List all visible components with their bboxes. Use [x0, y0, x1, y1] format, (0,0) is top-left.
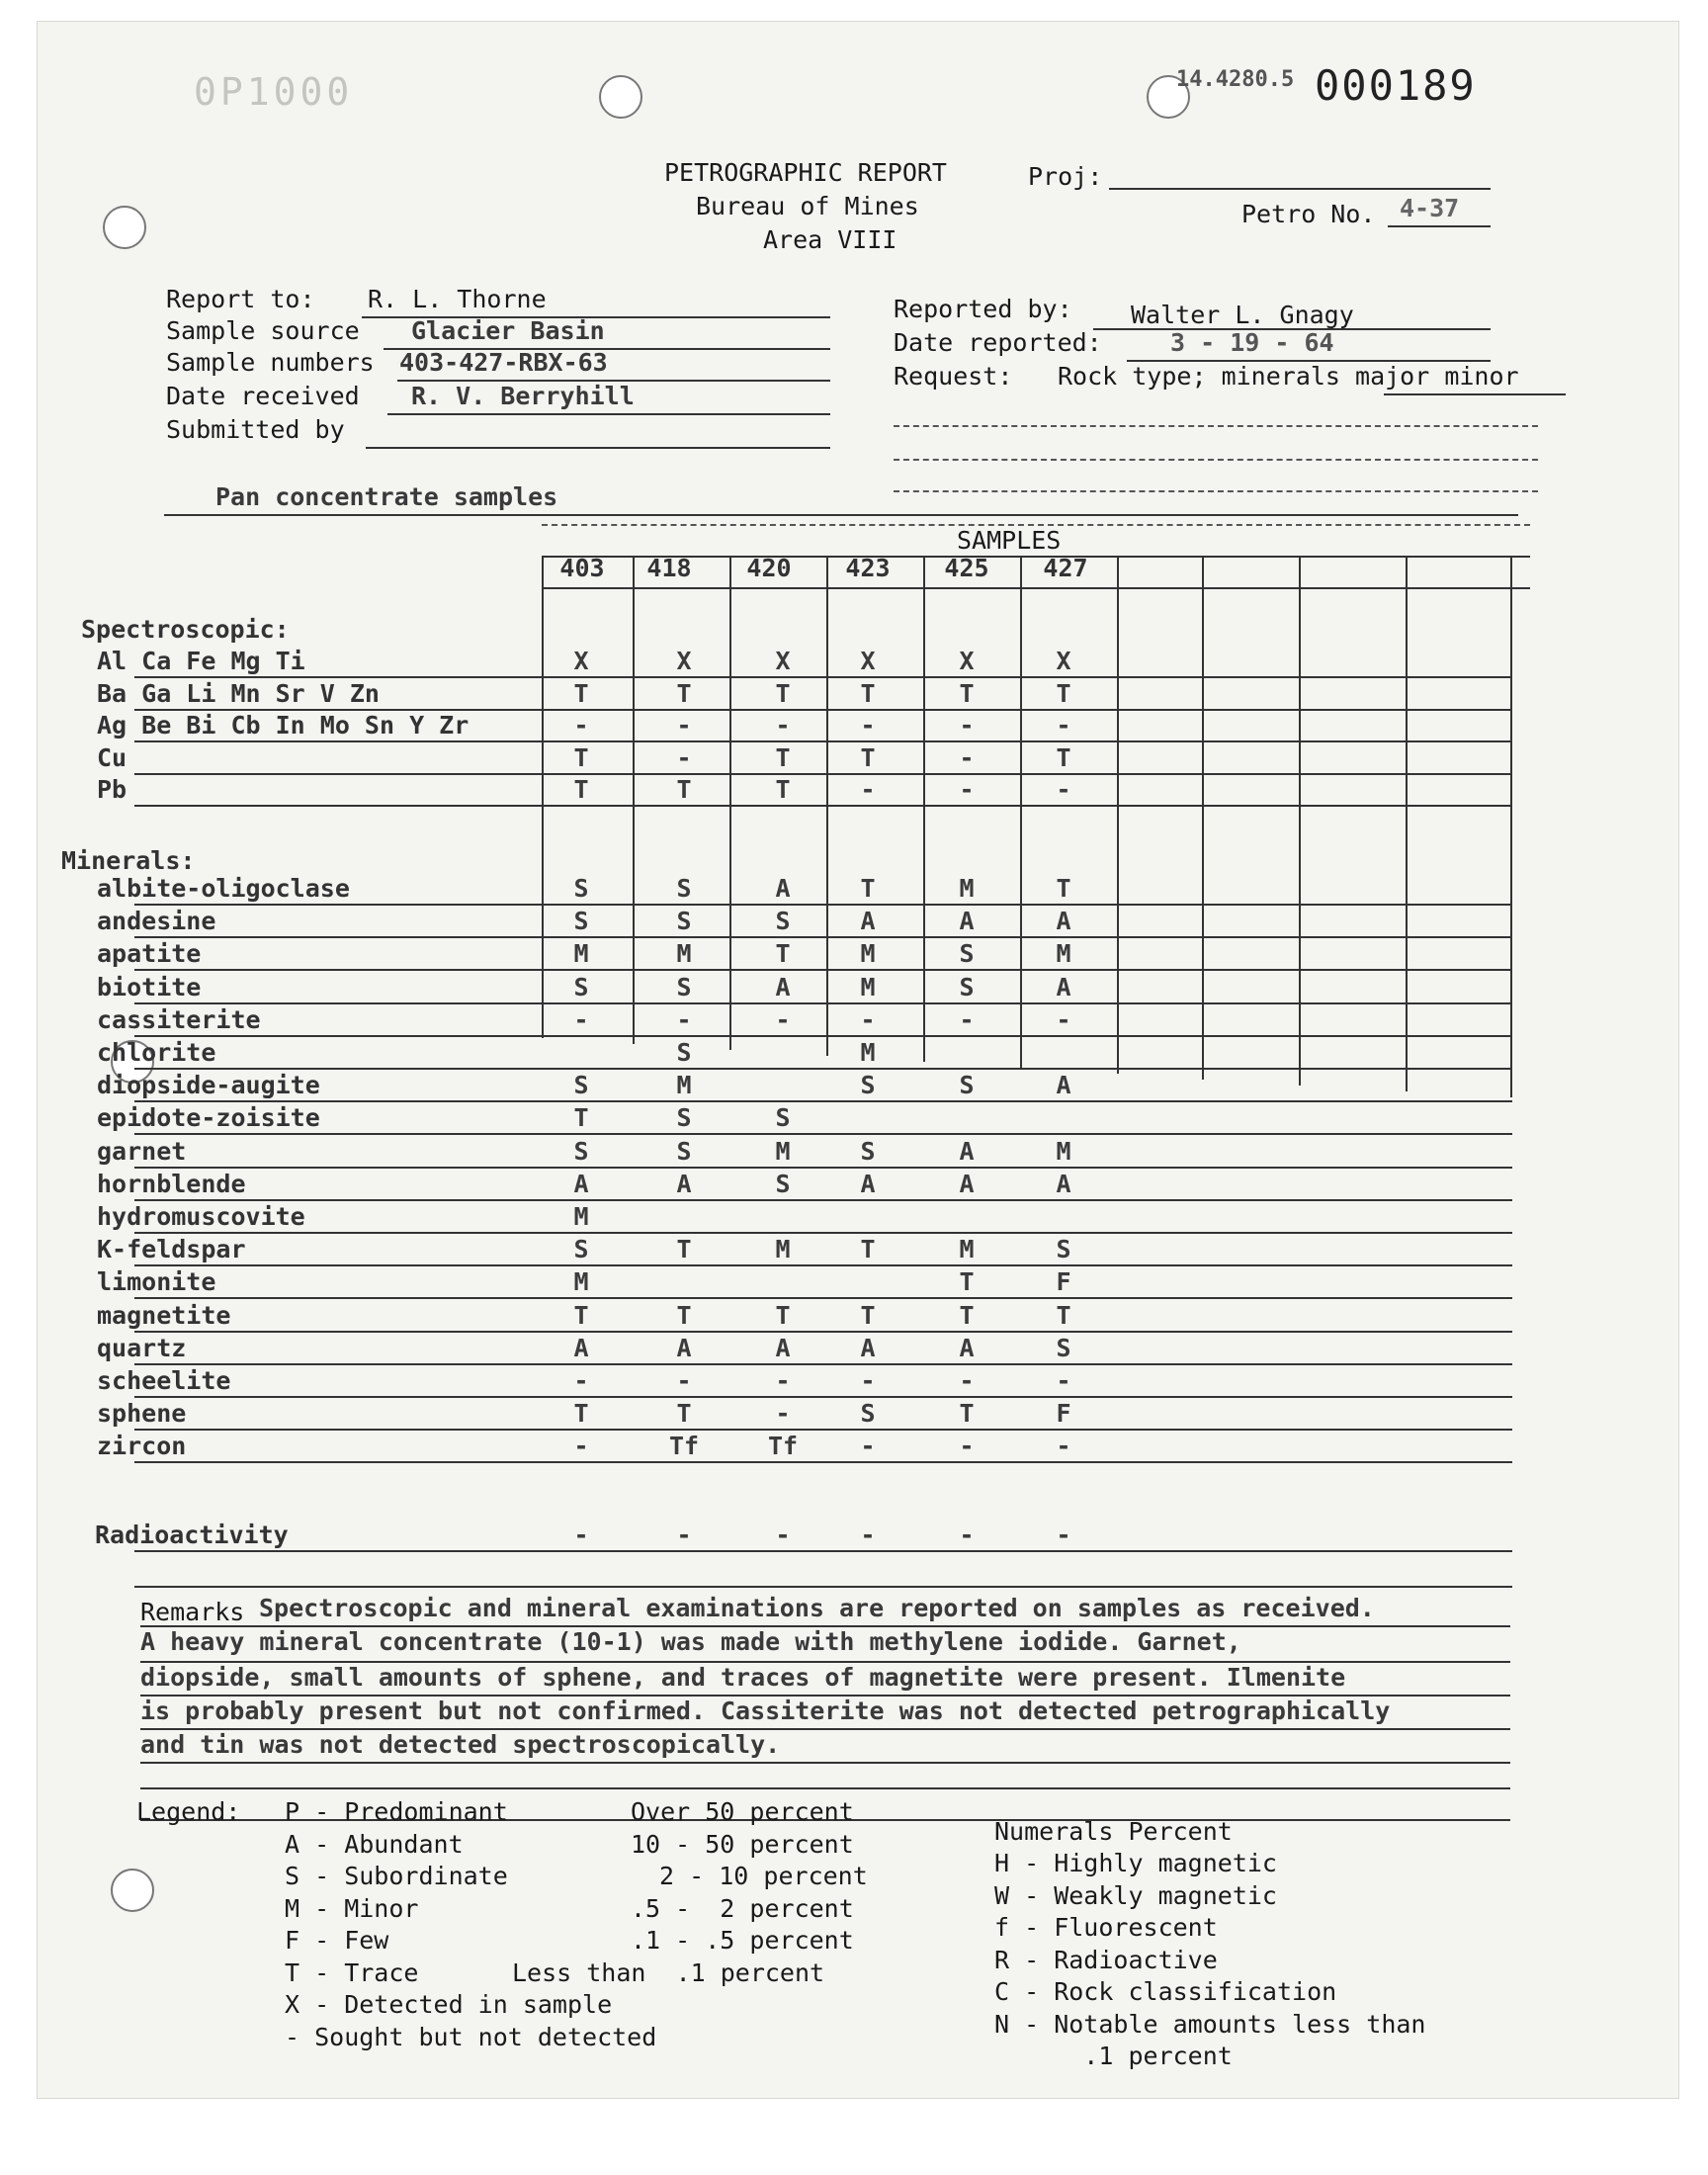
cell-420: - [775, 1399, 791, 1429]
cell-425: - [959, 1521, 975, 1549]
cell-423: T [860, 742, 876, 772]
cell-403: - [573, 1521, 589, 1549]
remarks-rule-3 [140, 1695, 1510, 1696]
cell-420: A [775, 1333, 791, 1362]
legend-numeral-code: H - Highly magnetic [994, 1849, 1277, 1877]
legend-code: T - Trace [285, 1958, 419, 1987]
cell-425: A [959, 1169, 975, 1198]
cell-418: T [676, 775, 692, 804]
petro-label: Petro No. [1241, 200, 1376, 228]
cell-418: M [676, 1071, 692, 1100]
cell-418: M [676, 939, 692, 969]
row-label-mineral: magnetite [97, 1300, 231, 1330]
remarks-line-4: is probably present but not confirmed. Cassiterite was not detected petrographically [140, 1696, 1391, 1725]
row-label-radio: Radioactivity [95, 1521, 289, 1549]
row-label-mineral: sphene [97, 1399, 187, 1429]
field-label-date-reported: Date reported: [894, 328, 1102, 357]
legend-code: A - Abundant [285, 1829, 464, 1859]
row-label-mineral: scheelite [97, 1366, 231, 1395]
row-label-mineral: diopside-augite [97, 1071, 320, 1100]
cell-423: - [860, 1366, 876, 1395]
cell-423: T [860, 1235, 876, 1264]
table-column-rule [1117, 556, 1119, 1074]
row-label-mineral: biotite [97, 972, 202, 1001]
table-row-rule [134, 904, 1512, 906]
cell-423: T [860, 874, 876, 903]
legend-numeral-code: R - Radioactive [994, 1945, 1218, 1974]
legend-percent: Less than .1 percent [512, 1958, 825, 1987]
column-header-425: 425 [944, 554, 989, 582]
samples-label: SAMPLES [957, 526, 1062, 555]
field-label-sample-source: Sample source [166, 316, 360, 345]
row-label-mineral: chlorite [97, 1038, 216, 1067]
remarks-rule-6 [140, 1787, 1510, 1789]
cell-418: - [676, 742, 692, 772]
cell-427: S [1056, 1333, 1071, 1362]
column-header-423: 423 [845, 554, 891, 582]
cell-427: - [1056, 1521, 1071, 1549]
cell-425: - [959, 1004, 975, 1034]
cell-418: - [676, 1521, 692, 1549]
punch-hole-left-lower [111, 1869, 154, 1912]
cell-418: S [676, 1136, 692, 1166]
cell-423: M [860, 939, 876, 969]
report-title: PETROGRAPHIC REPORT [664, 158, 947, 187]
column-header-420: 420 [746, 554, 792, 582]
cell-403: M [573, 1202, 589, 1231]
cell-425: A [959, 1136, 975, 1166]
cell-420: S [775, 907, 791, 936]
legend-code: P - Predominant [285, 1797, 508, 1826]
cell-425: T [959, 1399, 975, 1429]
cell-418: T [676, 1300, 692, 1330]
table-row-rule [134, 1429, 1512, 1431]
cell-418: X [676, 647, 692, 675]
cell-425: S [959, 939, 975, 969]
cell-418: - [676, 711, 692, 740]
row-label-spectro: Pb [97, 775, 128, 804]
row-label-mineral: andesine [97, 907, 216, 936]
cell-418: T [676, 1399, 692, 1429]
cell-423: S [860, 1136, 876, 1166]
row-label-mineral: apatite [97, 939, 202, 969]
legend-percent: .5 - 2 percent [631, 1893, 854, 1923]
cell-418: S [676, 907, 692, 936]
field-label-reported-by: Reported by: [894, 295, 1072, 323]
cell-418: S [676, 972, 692, 1001]
cell-403: S [573, 1136, 589, 1166]
cell-420: S [775, 1103, 791, 1133]
proj-line [1109, 188, 1491, 190]
cell-420: T [775, 939, 791, 969]
petro-line [1388, 225, 1491, 227]
table-row-rule [134, 1133, 1512, 1135]
cell-420: T [775, 775, 791, 804]
cell-403: - [573, 1366, 589, 1395]
cell-403: T [573, 1399, 589, 1429]
cell-425: X [959, 647, 975, 675]
cell-423: S [860, 1399, 876, 1429]
table-row-rule [134, 740, 1512, 742]
table-column-rule [1020, 556, 1022, 1068]
cell-423: A [860, 1169, 876, 1198]
remarks-line-3: diopside, small amounts of sphene, and traces of magnetite were present. Ilmenite [140, 1663, 1346, 1692]
cell-403: T [573, 775, 589, 804]
field-label-sample-numbers: Sample numbers [166, 348, 375, 377]
row-label-spectro: Ba Ga Li Mn Sr V Zn [97, 678, 380, 708]
table-row-rule [134, 1035, 1512, 1037]
field-line-date-received [387, 413, 830, 415]
cell-425: S [959, 972, 975, 1001]
cell-423: S [860, 1071, 876, 1100]
header-line-2: Bureau of Mines [696, 192, 919, 220]
legend-percent: 10 - 50 percent [631, 1829, 854, 1859]
cell-403: X [573, 647, 589, 675]
cell-427: F [1056, 1267, 1071, 1297]
cell-425: A [959, 1333, 975, 1362]
legend-code: - Sought but not detected [285, 2022, 657, 2051]
row-label-mineral: garnet [97, 1136, 187, 1166]
table-row-rule [134, 1363, 1512, 1365]
cell-420: M [775, 1235, 791, 1264]
table-column-rule [1202, 556, 1204, 1080]
request-line-2 [894, 425, 1538, 427]
table-row-rule [134, 1297, 1512, 1299]
minerals-section-label: Minerals: [61, 846, 196, 875]
cell-418: A [676, 1333, 692, 1362]
cell-427: T [1056, 742, 1071, 772]
row-label-mineral: hydromuscovite [97, 1202, 305, 1231]
cell-427: A [1056, 907, 1071, 936]
cell-418: S [676, 1038, 692, 1067]
cell-425: - [959, 1366, 975, 1395]
cell-427: T [1056, 1300, 1071, 1330]
doc-number: 000189 [1315, 61, 1477, 110]
cell-420: - [775, 1521, 791, 1549]
cell-427: - [1056, 1366, 1071, 1395]
cell-403: A [573, 1333, 589, 1362]
legend-percent: Over 50 percent [631, 1797, 854, 1826]
cell-427: T [1056, 678, 1071, 708]
field-value-report-to: R. L. Thorne [368, 285, 547, 313]
legend-percent: 2 - 10 percent [644, 1862, 868, 1890]
legend-numeral-code: W - Weakly magnetic [994, 1880, 1277, 1910]
cell-403: T [573, 678, 589, 708]
cell-418: S [676, 874, 692, 903]
cell-423: - [860, 1432, 876, 1461]
cell-403: T [573, 742, 589, 772]
table-bottom-rule [134, 1586, 1512, 1588]
cell-427: X [1056, 647, 1071, 675]
cell-403: S [573, 1235, 589, 1264]
sample-note: Pan concentrate samples [215, 482, 558, 511]
field-value-sample-numbers: 403-427-RBX-63 [399, 348, 608, 377]
cell-427: A [1056, 1071, 1071, 1100]
table-column-rule [923, 556, 925, 1062]
table-row-rule [134, 1002, 1512, 1004]
cell-420: T [775, 1300, 791, 1330]
legend-numeral-code: .1 percent [994, 2042, 1233, 2070]
table-row-rule [134, 1068, 1512, 1070]
table-column-rule [1299, 556, 1301, 1086]
cell-420: T [775, 678, 791, 708]
table-row-rule [134, 969, 1512, 971]
cell-423: M [860, 1038, 876, 1067]
remarks-rule-5 [140, 1762, 1510, 1764]
legend-numeral-code: C - Rock classification [994, 1977, 1337, 2006]
proj-label: Proj: [1028, 162, 1103, 191]
row-label-mineral: zircon [97, 1432, 187, 1461]
cell-425: - [959, 1432, 975, 1461]
cell-427: S [1056, 1235, 1071, 1264]
table-column-rule [1510, 556, 1512, 1097]
cell-423: - [860, 775, 876, 804]
remarks-rule-4 [140, 1728, 1510, 1730]
field-line-submitted-by [366, 447, 830, 449]
remarks-rule-2 [140, 1661, 1510, 1663]
legend-percent: .1 - .5 percent [631, 1926, 854, 1955]
cell-423: T [860, 1300, 876, 1330]
cell-420: - [775, 1004, 791, 1034]
cell-427: M [1056, 1136, 1071, 1166]
cell-403: S [573, 874, 589, 903]
field-value-date-reported: 3 - 19 - 64 [1170, 328, 1334, 357]
cell-427: - [1056, 1004, 1071, 1034]
cell-420: M [775, 1136, 791, 1166]
table-row-rule [134, 1232, 1512, 1234]
table-row-rule [134, 1264, 1512, 1266]
cell-420: T [775, 742, 791, 772]
cell-418: S [676, 1103, 692, 1133]
cell-425: M [959, 1235, 975, 1264]
row-label-mineral: albite-oligoclase [97, 874, 350, 903]
table-header-rule [542, 587, 1530, 589]
row-label-mineral: quartz [97, 1333, 187, 1362]
field-line-request [1384, 393, 1566, 395]
row-label-spectro: Ag Be Bi Cb In Mo Sn Y Zr [97, 711, 470, 740]
field-label-date-received: Date received [166, 382, 360, 410]
cell-418: Tf [668, 1432, 700, 1461]
field-value-reported-by: Walter L. Gnagy [1131, 301, 1354, 329]
cell-427: M [1056, 939, 1071, 969]
cell-420: - [775, 1366, 791, 1395]
cell-423: - [860, 1521, 876, 1549]
field-label-request: Request: [894, 362, 1013, 391]
column-header-403: 403 [559, 554, 605, 582]
table-column-rule [542, 556, 544, 1038]
cell-420: - [775, 711, 791, 740]
sample-note-line [164, 514, 1518, 516]
cell-403: M [573, 1267, 589, 1297]
legend-numeral-code: N - Notable amounts less than [994, 2009, 1426, 2039]
cell-425: T [959, 1267, 975, 1297]
column-header-418: 418 [646, 554, 692, 582]
cell-420: X [775, 647, 791, 675]
cell-403: T [573, 1300, 589, 1330]
cell-427: F [1056, 1399, 1071, 1429]
remarks-line-1: Spectroscopic and mineral examinations are reported on samples as received. [259, 1594, 1375, 1622]
legend-code: S - Subordinate [285, 1862, 508, 1890]
cell-425: S [959, 1071, 975, 1100]
table-column-rule [729, 556, 731, 1050]
row-label-mineral: K-feldspar [97, 1235, 246, 1264]
table-row-rule [134, 1167, 1512, 1169]
table-row-rule [134, 773, 1512, 775]
table-row-rule [134, 1199, 1512, 1201]
spectroscopic-section-label: Spectroscopic: [81, 615, 290, 644]
punch-hole-top [599, 75, 642, 119]
cell-423: - [860, 711, 876, 740]
request-line-3 [894, 459, 1538, 461]
cell-427: - [1056, 775, 1071, 804]
cell-427: T [1056, 874, 1071, 903]
cell-403: - [573, 1004, 589, 1034]
legend-code: M - Minor [285, 1893, 419, 1923]
cell-418: A [676, 1169, 692, 1198]
cell-418: T [676, 678, 692, 708]
field-label-report-to: Report to: [166, 285, 315, 313]
remarks-line-5: and tin was not detected spectroscopically. [140, 1730, 781, 1759]
legend-numerals-title: Numerals Percent [994, 1817, 1233, 1846]
row-label-spectro: Cu [97, 742, 128, 772]
field-value-date-received: R. V. Berryhill [411, 382, 635, 410]
cell-403: - [573, 711, 589, 740]
cell-425: T [959, 678, 975, 708]
cell-420: S [775, 1169, 791, 1198]
table-row-rule [134, 1396, 1512, 1398]
faint-stamp: 0P1000 [194, 70, 354, 114]
cell-420: A [775, 972, 791, 1001]
legend-label: Legend: [136, 1797, 241, 1826]
cell-423: T [860, 678, 876, 708]
column-header-427: 427 [1043, 554, 1088, 582]
cell-427: A [1056, 1169, 1071, 1198]
table-row-rule [134, 805, 1512, 807]
cell-418: - [676, 1366, 692, 1395]
header-line-3: Area VIII [763, 225, 897, 254]
cell-403: T [573, 1103, 589, 1133]
remarks-rule-1 [140, 1625, 1510, 1627]
cell-423: A [860, 907, 876, 936]
row-label-mineral: epidote-zoisite [97, 1103, 320, 1133]
row-label-mineral: cassiterite [97, 1004, 261, 1034]
petro-value: 4-37 [1400, 194, 1460, 222]
cell-403: S [573, 1071, 589, 1100]
cell-427: A [1056, 972, 1071, 1001]
doc-number-prefix: 14.4280.5 [1176, 67, 1295, 92]
field-value-sample-source: Glacier Basin [411, 316, 605, 345]
request-line-4 [894, 490, 1538, 492]
cell-420: Tf [767, 1432, 799, 1461]
row-label-spectro: Al Ca Fe Mg Ti [97, 647, 305, 675]
field-label-submitted-by: Submitted by [166, 415, 345, 444]
table-column-rule [1406, 556, 1408, 1091]
cell-425: A [959, 907, 975, 936]
cell-423: A [860, 1333, 876, 1362]
punch-hole-left-upper [103, 206, 146, 249]
cell-425: - [959, 775, 975, 804]
row-label-mineral: hornblende [97, 1169, 246, 1198]
cell-425: T [959, 1300, 975, 1330]
cell-427: - [1056, 1432, 1071, 1461]
cell-418: - [676, 1004, 692, 1034]
table-row-rule [134, 1461, 1512, 1463]
cell-403: - [573, 1432, 589, 1461]
legend-numeral-code: f - Fluorescent [994, 1913, 1218, 1942]
cell-425: - [959, 711, 975, 740]
cell-403: M [573, 939, 589, 969]
cell-425: - [959, 742, 975, 772]
cell-425: M [959, 874, 975, 903]
table-row-rule [134, 1100, 1512, 1102]
table-row-rule [134, 1331, 1512, 1333]
remarks-line-2: A heavy mineral concentrate (10-1) was made with methylene iodide. Garnet, [140, 1627, 1241, 1656]
cell-418: T [676, 1235, 692, 1264]
cell-427: - [1056, 711, 1071, 740]
cell-423: M [860, 972, 876, 1001]
cell-403: S [573, 907, 589, 936]
cell-423: - [860, 1004, 876, 1034]
row-label-mineral: limonite [97, 1267, 216, 1297]
field-value-request: Rock type; minerals major minor [1058, 362, 1519, 391]
cell-420: A [775, 874, 791, 903]
remarks-label: Remarks [140, 1598, 245, 1626]
table-row-rule [134, 1550, 1512, 1552]
cell-403: A [573, 1169, 589, 1198]
legend-code: X - Detected in sample [285, 1990, 613, 2019]
cell-423: X [860, 647, 876, 675]
table-row-rule [134, 936, 1512, 938]
legend-code: F - Few [285, 1926, 389, 1955]
cell-403: S [573, 972, 589, 1001]
